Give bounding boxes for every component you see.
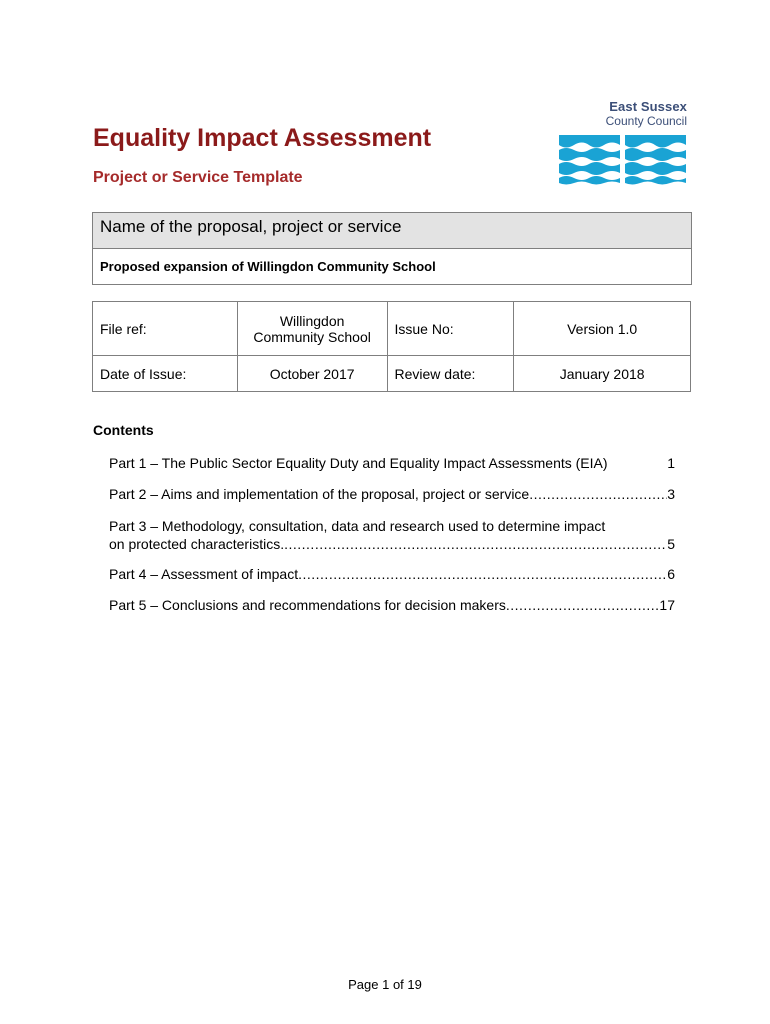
file-ref-value-line-2: Community School bbox=[253, 328, 371, 345]
document-meta-table bbox=[92, 301, 691, 392]
toc-entry-part-5[interactable] bbox=[109, 596, 675, 614]
toc-leader-dots bbox=[506, 596, 660, 614]
toc-entry-text-line-1: Part 3 – Methodology, consultation, data and research used to determine impact bbox=[109, 518, 606, 534]
issue-no-label: Issue No: bbox=[387, 302, 514, 356]
logo-line-1: East Sussex bbox=[609, 99, 687, 114]
date-of-issue-value: October 2017 bbox=[237, 356, 387, 392]
review-date-label: Review date: bbox=[387, 356, 514, 392]
issue-no-value: Version 1.0 bbox=[514, 302, 691, 356]
toc-entry-page: 6 bbox=[667, 566, 675, 582]
table-row bbox=[93, 356, 691, 392]
toc-entry-part-2[interactable] bbox=[109, 485, 675, 503]
toc-entry-page: 5 bbox=[667, 536, 675, 552]
toc-leader-dots bbox=[284, 535, 667, 553]
page-title: Equality Impact Assessment bbox=[93, 124, 432, 152]
contents-heading: Contents bbox=[93, 422, 154, 438]
toc-entry-page: 3 bbox=[667, 486, 675, 502]
table-row bbox=[93, 302, 691, 356]
toc-entry-text: Part 2 – Aims and implementation of the proposal, project or service bbox=[109, 486, 530, 502]
toc-entry-page: 1 bbox=[667, 455, 675, 471]
toc-entry-part-3[interactable] bbox=[109, 517, 675, 553]
council-wave-logo-icon bbox=[557, 133, 688, 191]
toc-entry-text: Part 4 – Assessment of impact bbox=[109, 566, 299, 582]
file-ref-value bbox=[237, 302, 387, 356]
page-subtitle: Project or Service Template bbox=[93, 169, 303, 186]
toc-entry-text: Part 1 – The Public Sector Equality Duty and Equality Impact Assessments (EIA) bbox=[109, 455, 608, 471]
toc-entry-part-4[interactable] bbox=[109, 565, 675, 583]
proposal-heading: Name of the proposal, project or service bbox=[93, 213, 691, 249]
logo-line-2: County Council bbox=[605, 114, 687, 128]
toc-leader-dots bbox=[298, 565, 667, 583]
file-ref-value-line-1: Willingdon bbox=[279, 312, 345, 329]
toc-entry-part-1[interactable] bbox=[109, 454, 675, 472]
review-date-value: January 2018 bbox=[514, 356, 691, 392]
page-number-footer: Page 1 of 19 bbox=[348, 977, 422, 992]
proposal-value: Proposed expansion of Willingdon Community School bbox=[100, 259, 436, 274]
toc-leader-dots bbox=[529, 485, 667, 503]
toc-entry-text: Part 5 – Conclusions and recommendations for decision makers bbox=[109, 597, 506, 613]
proposal-name-box bbox=[92, 212, 692, 285]
toc-entry-text: on protected characteristics. bbox=[109, 536, 285, 552]
date-of-issue-label: Date of Issue: bbox=[93, 356, 238, 392]
file-ref-label: File ref: bbox=[93, 302, 238, 356]
toc-entry-page: 17 bbox=[659, 597, 675, 613]
council-logo-text bbox=[606, 100, 687, 128]
